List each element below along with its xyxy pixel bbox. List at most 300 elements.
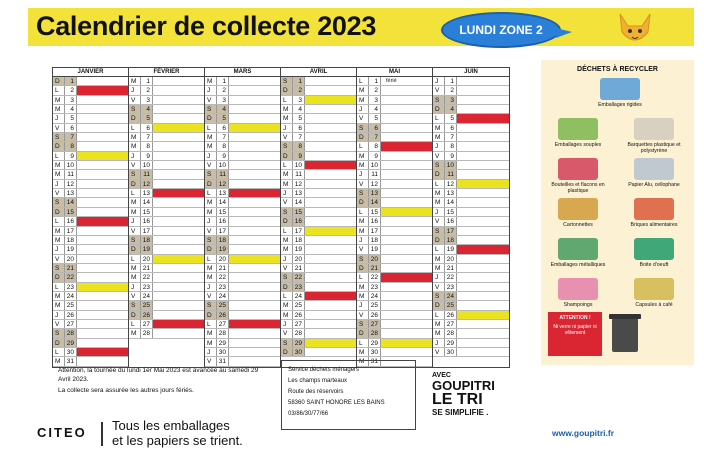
day-number: 14 <box>369 198 381 206</box>
day-letter: M <box>433 320 445 328</box>
day-row <box>433 86 509 95</box>
day-note <box>457 208 509 216</box>
day-note <box>381 142 432 150</box>
day-note <box>381 236 432 244</box>
day-letter: V <box>357 311 369 319</box>
day-number: 23 <box>369 283 381 291</box>
day-number: 8 <box>369 142 381 150</box>
day-letter: D <box>53 77 65 85</box>
day-number: 9 <box>217 152 229 160</box>
day-row <box>205 96 280 105</box>
day-number: 9 <box>445 152 457 160</box>
day-number: 15 <box>293 208 305 216</box>
cans-icon <box>558 238 598 260</box>
day-note <box>229 170 280 178</box>
day-letter: M <box>129 142 141 150</box>
day-row <box>433 77 509 86</box>
attention-box <box>548 312 602 356</box>
day-number: 25 <box>217 301 229 309</box>
day-note <box>381 208 432 216</box>
recycling-label: Briques alimentaires <box>630 222 678 228</box>
day-row <box>205 198 280 207</box>
day-letter: V <box>129 227 141 235</box>
day-letter: M <box>129 198 141 206</box>
day-note <box>77 339 128 347</box>
day-row <box>129 227 204 236</box>
day-number: 11 <box>65 170 77 178</box>
day-letter: D <box>205 311 217 319</box>
day-note <box>77 142 128 150</box>
day-row <box>433 339 509 348</box>
day-number: 14 <box>65 198 77 206</box>
day-note <box>153 133 204 141</box>
day-number: 11 <box>445 170 457 178</box>
day-note <box>381 161 432 169</box>
day-letter: L <box>281 292 293 300</box>
day-letter: S <box>433 96 445 104</box>
recycling-item <box>545 198 611 228</box>
day-row <box>433 180 509 189</box>
day-number: 1 <box>369 77 381 85</box>
day-row <box>281 180 356 189</box>
day-note <box>457 114 509 122</box>
day-note <box>457 245 509 253</box>
day-letter: S <box>53 198 65 206</box>
day-letter: V <box>205 357 217 365</box>
month-header: JANVIER <box>53 68 128 77</box>
day-number: 8 <box>445 142 457 150</box>
day-letter: L <box>129 124 141 132</box>
day-number: 3 <box>65 96 77 104</box>
day-note <box>153 142 204 150</box>
day-number: 13 <box>369 189 381 197</box>
day-note <box>457 189 509 197</box>
day-note <box>229 198 280 206</box>
day-number: 9 <box>65 152 77 160</box>
day-number: 19 <box>293 245 305 253</box>
day-note <box>381 114 432 122</box>
day-row <box>433 283 509 292</box>
day-note <box>305 264 356 272</box>
day-row <box>433 329 509 338</box>
day-note <box>77 114 128 122</box>
day-number: 26 <box>445 311 457 319</box>
day-number: 3 <box>141 96 153 104</box>
month-column <box>53 68 129 367</box>
day-row <box>53 320 128 329</box>
day-number: 10 <box>141 161 153 169</box>
day-row <box>205 133 280 142</box>
day-letter: M <box>205 133 217 141</box>
day-row <box>433 301 509 310</box>
day-note <box>381 96 432 104</box>
day-letter: M <box>357 86 369 94</box>
day-letter: M <box>357 357 369 365</box>
day-number: 10 <box>65 161 77 169</box>
day-letter: V <box>433 86 445 94</box>
day-number: 24 <box>65 292 77 300</box>
day-letter: J <box>129 152 141 160</box>
day-number: 15 <box>445 208 457 216</box>
day-number: 11 <box>369 170 381 178</box>
day-row <box>357 217 432 226</box>
contact-line: Route des réservoirs <box>288 389 344 395</box>
day-letter: J <box>129 217 141 225</box>
day-row <box>357 348 432 357</box>
day-letter: M <box>357 227 369 235</box>
day-note <box>229 208 280 216</box>
day-note <box>305 77 356 85</box>
day-number: 20 <box>141 255 153 263</box>
day-number: 20 <box>217 255 229 263</box>
day-letter: D <box>357 329 369 337</box>
day-number: 28 <box>293 329 305 337</box>
day-number: 6 <box>217 124 229 132</box>
day-row <box>53 114 128 123</box>
day-letter: J <box>53 245 65 253</box>
day-note <box>457 198 509 206</box>
day-row <box>205 77 280 86</box>
day-row <box>129 114 204 123</box>
day-number: 27 <box>65 320 77 328</box>
fox-mascot-icon <box>614 10 656 50</box>
day-letter: D <box>53 208 65 216</box>
day-row <box>281 198 356 207</box>
day-number: 4 <box>445 105 457 113</box>
day-letter: M <box>53 292 65 300</box>
day-note <box>229 77 280 85</box>
day-note <box>153 311 204 319</box>
contact-line: Les champs marteaux <box>288 378 348 384</box>
day-number: 10 <box>293 161 305 169</box>
day-letter: V <box>129 161 141 169</box>
day-row <box>281 133 356 142</box>
day-number: 30 <box>445 348 457 356</box>
day-row <box>281 348 356 357</box>
day-number: 8 <box>65 142 77 150</box>
month-header: AVRIL <box>281 68 356 77</box>
day-number: 23 <box>65 283 77 291</box>
day-note <box>381 105 432 113</box>
day-number: 25 <box>141 301 153 309</box>
day-row <box>281 339 356 348</box>
day-letter: M <box>357 348 369 356</box>
goupitri-logo <box>432 372 524 434</box>
day-number: 28 <box>217 329 229 337</box>
day-number: 21 <box>293 264 305 272</box>
day-note <box>77 124 128 132</box>
day-row <box>53 133 128 142</box>
month-header: MARS <box>205 68 280 77</box>
day-number: 12 <box>141 180 153 188</box>
day-number: 21 <box>369 264 381 272</box>
day-letter: M <box>53 170 65 178</box>
day-letter: M <box>357 217 369 225</box>
day-row <box>129 320 204 329</box>
day-letter: L <box>281 227 293 235</box>
day-letter: J <box>53 311 65 319</box>
day-letter: D <box>433 236 445 244</box>
day-number: 7 <box>65 133 77 141</box>
day-row <box>433 227 509 236</box>
month-header: FÉVRIER <box>129 68 204 77</box>
day-number: 14 <box>445 198 457 206</box>
day-note <box>305 255 356 263</box>
day-number: 13 <box>293 189 305 197</box>
day-note <box>229 264 280 272</box>
recycling-item <box>545 118 611 148</box>
day-letter: V <box>281 198 293 206</box>
day-number: 5 <box>445 114 457 122</box>
day-row <box>433 124 509 133</box>
day-letter: S <box>281 142 293 150</box>
day-row <box>53 227 128 236</box>
day-note <box>153 301 204 309</box>
day-number: 26 <box>65 311 77 319</box>
day-letter: V <box>129 96 141 104</box>
day-letter: D <box>281 348 293 356</box>
day-letter: M <box>357 292 369 300</box>
day-letter: D <box>281 283 293 291</box>
day-row <box>433 105 509 114</box>
day-row <box>53 264 128 273</box>
collection-calendar <box>52 67 510 368</box>
day-letter: S <box>53 264 65 272</box>
day-number: 7 <box>369 133 381 141</box>
day-letter: V <box>53 255 65 263</box>
day-note <box>457 301 509 309</box>
day-note <box>381 339 432 347</box>
day-number: 17 <box>141 227 153 235</box>
day-number: 30 <box>369 348 381 356</box>
day-note <box>153 329 204 337</box>
day-number: 16 <box>293 217 305 225</box>
day-note <box>305 292 356 300</box>
day-note <box>305 133 356 141</box>
day-row <box>205 339 280 348</box>
day-number: 9 <box>369 152 381 160</box>
day-note <box>381 320 432 328</box>
day-letter: M <box>53 96 65 104</box>
day-note <box>381 86 432 94</box>
day-note <box>77 133 128 141</box>
day-row <box>433 245 509 254</box>
day-row <box>129 86 204 95</box>
day-number: 15 <box>217 208 229 216</box>
capsule-icon <box>634 278 674 300</box>
day-note <box>381 227 432 235</box>
zone-badge: LUNDI ZONE 2 <box>441 12 561 48</box>
day-number: 17 <box>217 227 229 235</box>
day-letter: M <box>53 236 65 244</box>
attention-text: Ni verre ni papier ni vêtement <box>553 324 597 336</box>
recycling-label: Bouteilles et flacons en plastique <box>551 182 605 194</box>
day-number: 29 <box>293 339 305 347</box>
day-number: 14 <box>141 198 153 206</box>
day-note <box>153 180 204 188</box>
day-letter: V <box>205 227 217 235</box>
day-letter: V <box>433 152 445 160</box>
day-number: 22 <box>217 273 229 281</box>
recycling-item <box>621 158 687 188</box>
day-letter: D <box>357 198 369 206</box>
day-note <box>153 96 204 104</box>
trays-icon <box>634 118 674 140</box>
day-letter: M <box>205 329 217 337</box>
trash-bin-icon <box>612 318 638 352</box>
day-note <box>229 189 280 197</box>
day-number: 12 <box>293 180 305 188</box>
recycling-label: Capsules à café <box>635 302 673 308</box>
day-number: 18 <box>293 236 305 244</box>
day-letter: M <box>281 105 293 113</box>
day-letter: S <box>129 236 141 244</box>
day-letter: S <box>53 329 65 337</box>
day-row <box>357 283 432 292</box>
day-note <box>153 170 204 178</box>
day-letter: M <box>357 96 369 104</box>
day-row <box>281 170 356 179</box>
day-note <box>229 133 280 141</box>
day-note <box>381 311 432 319</box>
day-letter: J <box>357 170 369 178</box>
day-note <box>153 227 204 235</box>
day-number: 23 <box>217 283 229 291</box>
day-number: 21 <box>445 264 457 272</box>
day-row <box>433 198 509 207</box>
day-row <box>129 292 204 301</box>
day-number: 4 <box>369 105 381 113</box>
day-number: 3 <box>369 96 381 104</box>
day-number: 19 <box>445 245 457 253</box>
day-row <box>357 142 432 151</box>
day-number: 5 <box>293 114 305 122</box>
day-note <box>153 283 204 291</box>
day-note <box>457 77 509 85</box>
day-row <box>281 264 356 273</box>
day-letter: L <box>53 348 65 356</box>
day-note <box>381 292 432 300</box>
day-note <box>457 292 509 300</box>
goupitri-letri: LE TRI <box>432 391 483 408</box>
day-note <box>305 273 356 281</box>
day-note <box>305 320 356 328</box>
day-note <box>77 292 128 300</box>
day-number: 20 <box>293 255 305 263</box>
day-letter: L <box>433 245 445 253</box>
page-title: Calendrier de collecte 2023 <box>36 11 377 41</box>
day-row <box>281 96 356 105</box>
month-header: MAI <box>357 68 432 77</box>
day-letter: D <box>433 170 445 178</box>
day-letter: D <box>205 245 217 253</box>
day-number: 18 <box>369 236 381 244</box>
day-row <box>205 217 280 226</box>
day-note <box>77 264 128 272</box>
egg-box-icon <box>634 238 674 260</box>
day-number: 24 <box>141 292 153 300</box>
day-note <box>305 86 356 94</box>
day-letter: M <box>205 273 217 281</box>
day-letter: D <box>53 339 65 347</box>
day-number: 29 <box>65 339 77 347</box>
shampoo-icon <box>558 278 598 300</box>
day-letter: J <box>433 339 445 347</box>
day-letter: V <box>433 217 445 225</box>
day-letter: V <box>281 329 293 337</box>
day-note <box>457 227 509 235</box>
day-number: 17 <box>65 227 77 235</box>
day-row <box>129 170 204 179</box>
day-row <box>281 105 356 114</box>
day-number: 12 <box>65 180 77 188</box>
day-row <box>205 255 280 264</box>
attention-title: ATTENTION ! <box>559 315 591 321</box>
day-row <box>433 255 509 264</box>
day-letter: M <box>281 245 293 253</box>
day-note <box>153 152 204 160</box>
day-note <box>77 217 128 225</box>
day-note <box>457 329 509 337</box>
day-note <box>153 255 204 263</box>
day-note <box>457 264 509 272</box>
day-row <box>53 236 128 245</box>
recycling-item <box>621 238 687 268</box>
day-note <box>77 255 128 263</box>
day-letter: L <box>433 114 445 122</box>
day-note <box>305 124 356 132</box>
day-number: 15 <box>141 208 153 216</box>
day-row <box>357 96 432 105</box>
day-row <box>53 124 128 133</box>
day-number: 13 <box>141 189 153 197</box>
day-letter: J <box>129 86 141 94</box>
day-number: 1 <box>65 77 77 85</box>
website-link[interactable]: www.goupitri.fr <box>552 428 615 438</box>
day-number: 30 <box>65 348 77 356</box>
day-letter: M <box>433 329 445 337</box>
day-row <box>433 311 509 320</box>
day-number: 30 <box>293 348 305 356</box>
goupitri-avec: AVEC <box>432 372 451 379</box>
day-letter: M <box>53 357 65 365</box>
day-row <box>281 329 356 338</box>
day-row <box>357 161 432 170</box>
day-letter: L <box>357 142 369 150</box>
day-letter: L <box>357 77 369 85</box>
day-note <box>381 283 432 291</box>
day-row <box>357 170 432 179</box>
day-row <box>433 320 509 329</box>
day-number: 11 <box>293 170 305 178</box>
divider <box>101 422 103 446</box>
day-row <box>129 105 204 114</box>
day-number: 10 <box>445 161 457 169</box>
contact-line: 58360 SAINT HONORE LES BAINS <box>288 400 385 406</box>
day-letter: J <box>53 180 65 188</box>
day-letter: M <box>281 301 293 309</box>
day-note <box>229 255 280 263</box>
day-row <box>53 301 128 310</box>
day-letter: S <box>205 236 217 244</box>
day-number: 6 <box>141 124 153 132</box>
day-letter: S <box>433 161 445 169</box>
day-note <box>305 236 356 244</box>
day-letter: J <box>433 273 445 281</box>
day-row <box>357 189 432 198</box>
day-note <box>305 283 356 291</box>
day-letter: M <box>281 311 293 319</box>
